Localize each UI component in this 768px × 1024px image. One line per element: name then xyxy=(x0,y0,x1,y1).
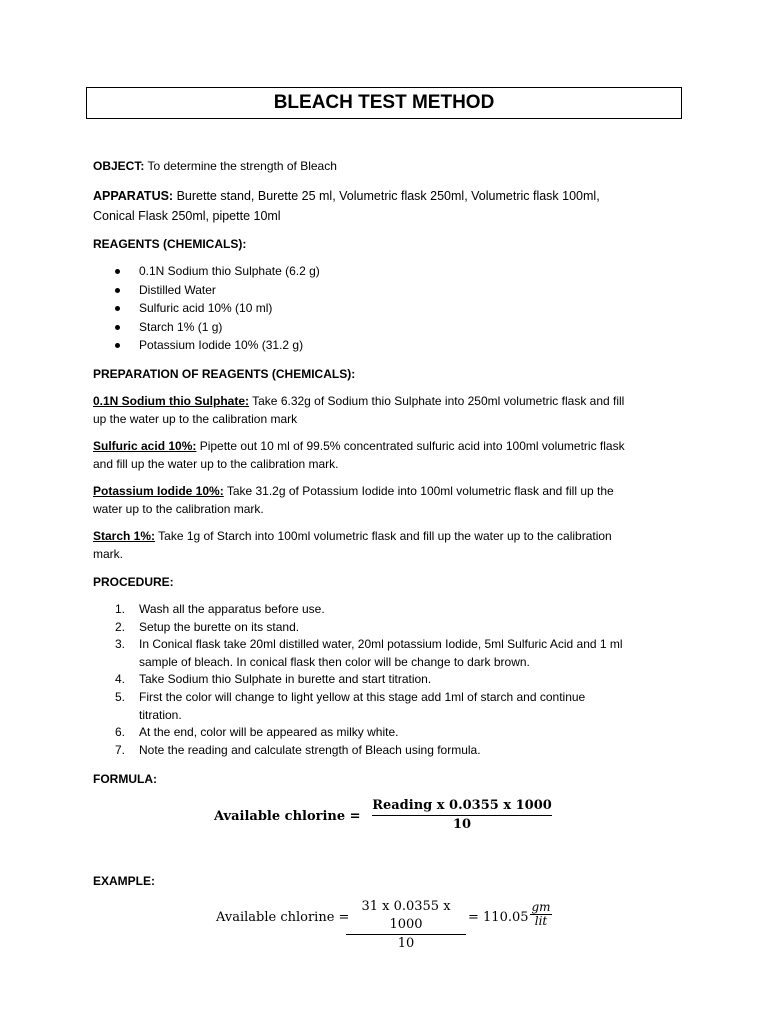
object-label: OBJECT: xyxy=(93,159,145,173)
formula-lhs: Available chlorine = xyxy=(214,809,361,824)
unit-numerator: gm xyxy=(531,900,551,914)
bullet-icon xyxy=(115,288,120,293)
prep-entry: Sulfuric acid 10%: Pipette out 10 ml of 99.5% concentrated sulfuric acid into 100ml volumetric flask and fill up the water up to the calibration mark. xyxy=(93,439,625,471)
formula-fraction xyxy=(372,797,552,834)
document-title: BLEACH TEST METHOD xyxy=(86,87,682,119)
prep-label: Sulfuric acid 10%: xyxy=(93,439,197,453)
unit-denominator: lit xyxy=(534,914,548,928)
apparatus-line1: Burette stand, Burette 25 ml, Volumetric flask 250ml, Volumetric flask 100ml, xyxy=(173,189,600,203)
apparatus-block xyxy=(93,186,673,226)
reagents-list xyxy=(93,262,493,355)
list-item: Starch 1% (1 g) xyxy=(93,318,493,337)
prep-label: Starch 1%: xyxy=(93,529,156,543)
example-denominator: 10 xyxy=(397,936,415,951)
object-text: To determine the strength of Bleach xyxy=(144,159,337,173)
bullet-icon xyxy=(115,343,120,348)
apparatus-line2: Conical Flask 250ml, pipette 10ml xyxy=(93,209,281,223)
object-line xyxy=(93,157,673,175)
prep-entry: 0.1N Sodium thio Sulphate: Take 6.32g of Sodium thio Sulphate into 250ml volumetric flask and fill up the water up to the calibration mark xyxy=(93,394,625,426)
list-item: 3. In Conical flask take 20ml distilled water, 20ml potassium Iodide, 5ml Sulfuric Acid and 1 ml sample of bleach. In conical flask then color will be change to dark brown. xyxy=(115,637,623,669)
procedure-heading: PROCEDURE: xyxy=(93,575,174,589)
list-item: 5. First the color will change to light yellow at this stage add 1ml of starch and continue titration. xyxy=(115,689,586,722)
example-unit xyxy=(530,901,552,928)
list-item: 2. Setup the burette on its stand. xyxy=(115,619,300,634)
formula-numerator: Reading x 0.0355 x 1000 xyxy=(372,798,552,813)
prep-label: 0.1N Sodium thio Sulphate: xyxy=(93,394,250,408)
prep-entry: Starch 1%: Take 1g of Starch into 100ml volumetric flask and fill up the water up to the calibration mark. xyxy=(93,529,612,561)
preparation-heading: PREPARATION OF REAGENTS (CHEMICALS): xyxy=(93,367,356,381)
example-equation xyxy=(216,898,576,951)
list-item: 7. Note the reading and calculate strength of Bleach using formula. xyxy=(115,742,481,757)
prep-label: Potassium Iodide 10%: xyxy=(93,484,224,498)
formula-heading: FORMULA: xyxy=(93,772,157,786)
prep-entry: Potassium Iodide 10%: Take 31.2g of Potassium Iodide into 100ml volumetric flask and fill up the water up to the calibration mark. xyxy=(93,484,614,516)
apparatus-label: APPARATUS: xyxy=(93,189,174,203)
example-result: = 110.05 xyxy=(468,910,529,925)
list-item: 4. Take Sodium thio Sulphate in burette and start titration. xyxy=(115,672,432,687)
example-lhs: Available chlorine = xyxy=(216,910,350,925)
bullet-icon xyxy=(115,306,120,311)
list-item: Distilled Water xyxy=(93,281,493,300)
list-item: Potassium Iodide 10% (31.2 g) xyxy=(93,336,493,355)
formula-denominator: 10 xyxy=(452,817,472,832)
example-fraction xyxy=(346,898,466,953)
formula-equation xyxy=(214,797,574,841)
example-numerator: 31 x 0.0355 x 1000 xyxy=(361,899,451,932)
list-item: 0.1N Sodium thio Sulphate (6.2 g) xyxy=(93,262,493,281)
list-item: 1. Wash all the apparatus before use. xyxy=(115,602,325,616)
bullet-icon xyxy=(115,269,120,274)
procedure-list xyxy=(93,601,673,759)
reagents-heading: REAGENTS (CHEMICALS): xyxy=(93,237,247,251)
list-item: 6. At the end, color will be appeared as milky white. xyxy=(115,725,399,740)
example-heading: EXAMPLE: xyxy=(93,874,156,888)
bullet-icon xyxy=(115,325,120,330)
list-item: Sulfuric acid 10% (10 ml) xyxy=(93,299,493,318)
